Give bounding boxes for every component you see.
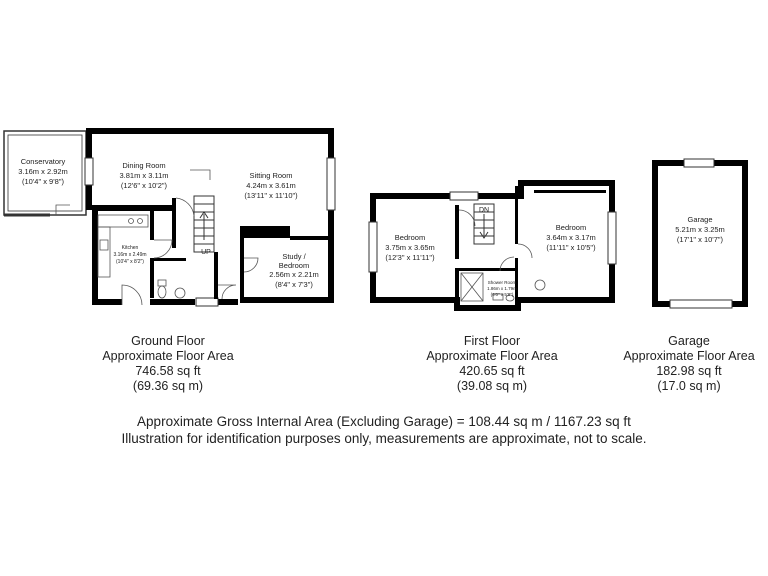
garage-area-sqft: 182.98 sq ft bbox=[656, 364, 722, 378]
ground-floor-area-sqm: (69.36 sq m) bbox=[132, 379, 204, 393]
gross-area-statement: Approximate Gross Internal Area (Excluding Garage) = 108.44 sq m / 1167.23 sq ft bbox=[137, 414, 631, 429]
bedroom1-name: Bedroom bbox=[394, 233, 426, 242]
kitchen-name: Kitchen bbox=[121, 245, 139, 251]
kitchen-metric: 3.16m x 2.49m bbox=[113, 252, 147, 258]
study-metric: 2.56m x 2.21m bbox=[269, 270, 319, 279]
garage-imperial: (17'1" x 10'7") bbox=[676, 235, 724, 244]
garage-caption bbox=[614, 334, 764, 394]
ground-floor-title: Ground Floor bbox=[131, 334, 205, 348]
dining-room-metric: 3.81m x 3.11m bbox=[119, 171, 169, 180]
conservatory-name: Conservatory bbox=[20, 157, 66, 166]
garage-name: Garage bbox=[687, 215, 713, 224]
conservatory-metric: 3.16m x 2.92m bbox=[18, 167, 68, 176]
kitchen-imperial: (10'4" x 8'2") bbox=[116, 259, 144, 265]
first-floor-area-label: Approximate Floor Area bbox=[426, 349, 558, 363]
shower-room-imperial: (6'0" x 5'8") bbox=[490, 292, 514, 297]
sitting-room-imperial: (13'11" x 11'10") bbox=[244, 191, 298, 200]
first-floor-area-sqft: 420.65 sq ft bbox=[459, 364, 525, 378]
stairs-up-label: UP bbox=[201, 249, 211, 256]
garage-area-sqm: (17.0 sq m) bbox=[657, 379, 721, 393]
ground-floor-area-sqft: 746.58 sq ft bbox=[135, 364, 201, 378]
dining-room-imperial: (12'6" x 10'2") bbox=[120, 181, 168, 190]
ground-floor-caption bbox=[88, 334, 248, 394]
study-name: Study / bbox=[282, 252, 306, 261]
bedroom1-metric: 3.75m x 3.65m bbox=[385, 243, 435, 252]
ground-floor-plan bbox=[4, 128, 335, 306]
sitting-room-name: Sitting Room bbox=[249, 171, 293, 180]
bedroom2-metric: 3.64m x 3.17m bbox=[546, 233, 596, 242]
study-name-line2: Bedroom bbox=[278, 261, 310, 270]
dining-room-name: Dining Room bbox=[122, 161, 166, 170]
garage-title: Garage bbox=[668, 334, 710, 348]
first-floor-plan bbox=[369, 180, 616, 311]
study-imperial: (8'4" x 7'3") bbox=[275, 280, 313, 289]
bedroom1-imperial: (12'3" x 11'11") bbox=[385, 253, 435, 262]
shower-room-name: Shower Room bbox=[487, 280, 517, 285]
ground-floor-stairs bbox=[194, 196, 214, 252]
ground-floor-room-labels bbox=[18, 157, 319, 289]
stairs-down-label: DN bbox=[478, 207, 490, 214]
wc-fittings bbox=[158, 280, 185, 298]
garage-metric: 5.21m x 3.25m bbox=[675, 225, 725, 234]
disclaimer: Illustration for identification purposes only, measurements are approximate, not to scale. bbox=[121, 431, 647, 446]
ground-floor-area-label: Approximate Floor Area bbox=[102, 349, 234, 363]
first-floor-doors bbox=[459, 210, 532, 271]
sitting-room-metric: 4.24m x 3.61m bbox=[246, 181, 296, 190]
first-floor-area-sqm: (39.08 sq m) bbox=[456, 379, 528, 393]
garage-area-label: Approximate Floor Area bbox=[623, 349, 755, 363]
garage-room-labels bbox=[675, 215, 725, 244]
footer-notes bbox=[0, 413, 768, 447]
first-floor-caption bbox=[412, 334, 572, 394]
garage-plan bbox=[652, 159, 748, 308]
conservatory-imperial: (10'4" x 9'8") bbox=[22, 177, 64, 186]
first-floor-title: First Floor bbox=[463, 334, 521, 348]
bedroom2-imperial: (11'11" x 10'5") bbox=[546, 243, 596, 252]
shower-room-metric: 1.86m x 1.79m bbox=[487, 286, 517, 291]
bedroom2-name: Bedroom bbox=[555, 223, 587, 232]
